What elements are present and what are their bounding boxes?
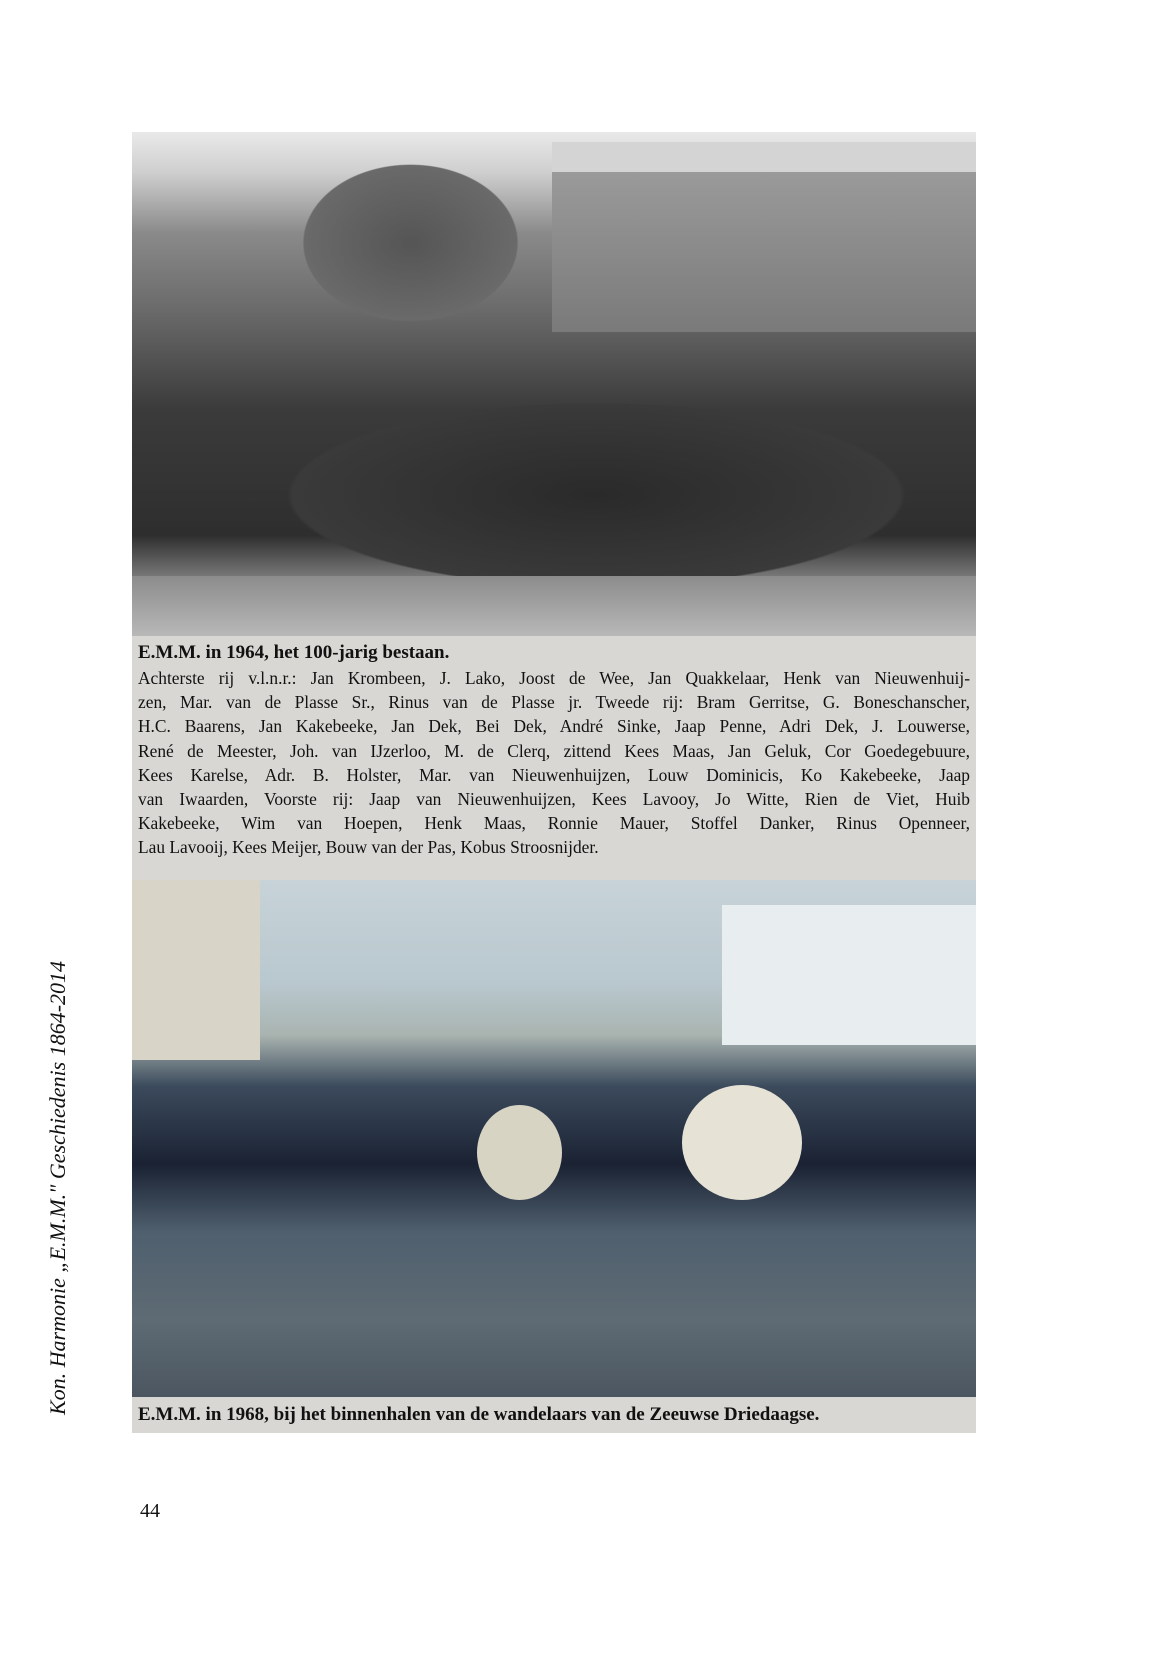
caption-title: E.M.M. in 1968, bij het binnenhalen van de wandelaars van de Zeeuwse Driedaagse.	[138, 1404, 820, 1425]
caption-line: Kees Karelse, Adr. B. Holster, Mar. van Nieuwenhuijzen, Louw Dominicis, Ko Kakebeeke, Jaap	[138, 764, 970, 785]
caption-line: H.C. Baarens, Jan Kakebeeke, Jan Dek, Bei Dek, André Sinke, Jaap Penne, Adri Dek, J. Louwerse,	[138, 716, 970, 737]
white-house	[722, 905, 976, 1045]
caption-names	[138, 666, 970, 860]
photo-1968-caption	[132, 1397, 976, 1433]
caption-line: Kakebeeke, Wim van Hoepen, Henk Maas, Ronnie Mauer, Stoffel Danker, Rinus Openneer,	[138, 813, 970, 834]
caption-line: zen, Mar. van de Plasse Sr., Rinus van de Plasse jr. Tweede rij: Bram Gerritse, G. Boneschanscher,	[138, 692, 970, 713]
building	[552, 172, 976, 332]
bass-drum	[682, 1085, 802, 1200]
band-photo-1968	[132, 880, 976, 1397]
side-running-title: Kon. Harmonie „E.M.M." Geschiedenis 1864-2014	[45, 960, 70, 1416]
caption-line: René de Meester, Joh. van IJzerloo, M. de Clerq, zittend Kees Maas, Jan Geluk, Cor Goedegebuure,	[138, 740, 970, 761]
photo-1964-caption	[132, 636, 976, 880]
page-number: 44	[140, 1500, 160, 1522]
ground	[132, 576, 976, 636]
caption-title: E.M.M. in 1964, het 100-jarig bestaan.	[138, 642, 450, 663]
building-left	[132, 880, 260, 1060]
caption-line: Lau Lavooij, Kees Meijer, Bouw van der Pas, Kobus Stroosnijder.	[138, 837, 599, 858]
band-photo-1964	[132, 132, 976, 636]
bass-drum	[477, 1105, 562, 1200]
caption-line: van Iwaarden, Voorste rij: Jaap van Nieuwenhuijzen, Kees Lavooy, Jo Witte, Rien de Viet, Huib	[138, 789, 970, 810]
caption-line: Achterste rij v.l.n.r.: Jan Krombeen, J. Lako, Joost de Wee, Jan Quakkelaar, Henk van Nieuwenhuij-	[138, 668, 970, 688]
